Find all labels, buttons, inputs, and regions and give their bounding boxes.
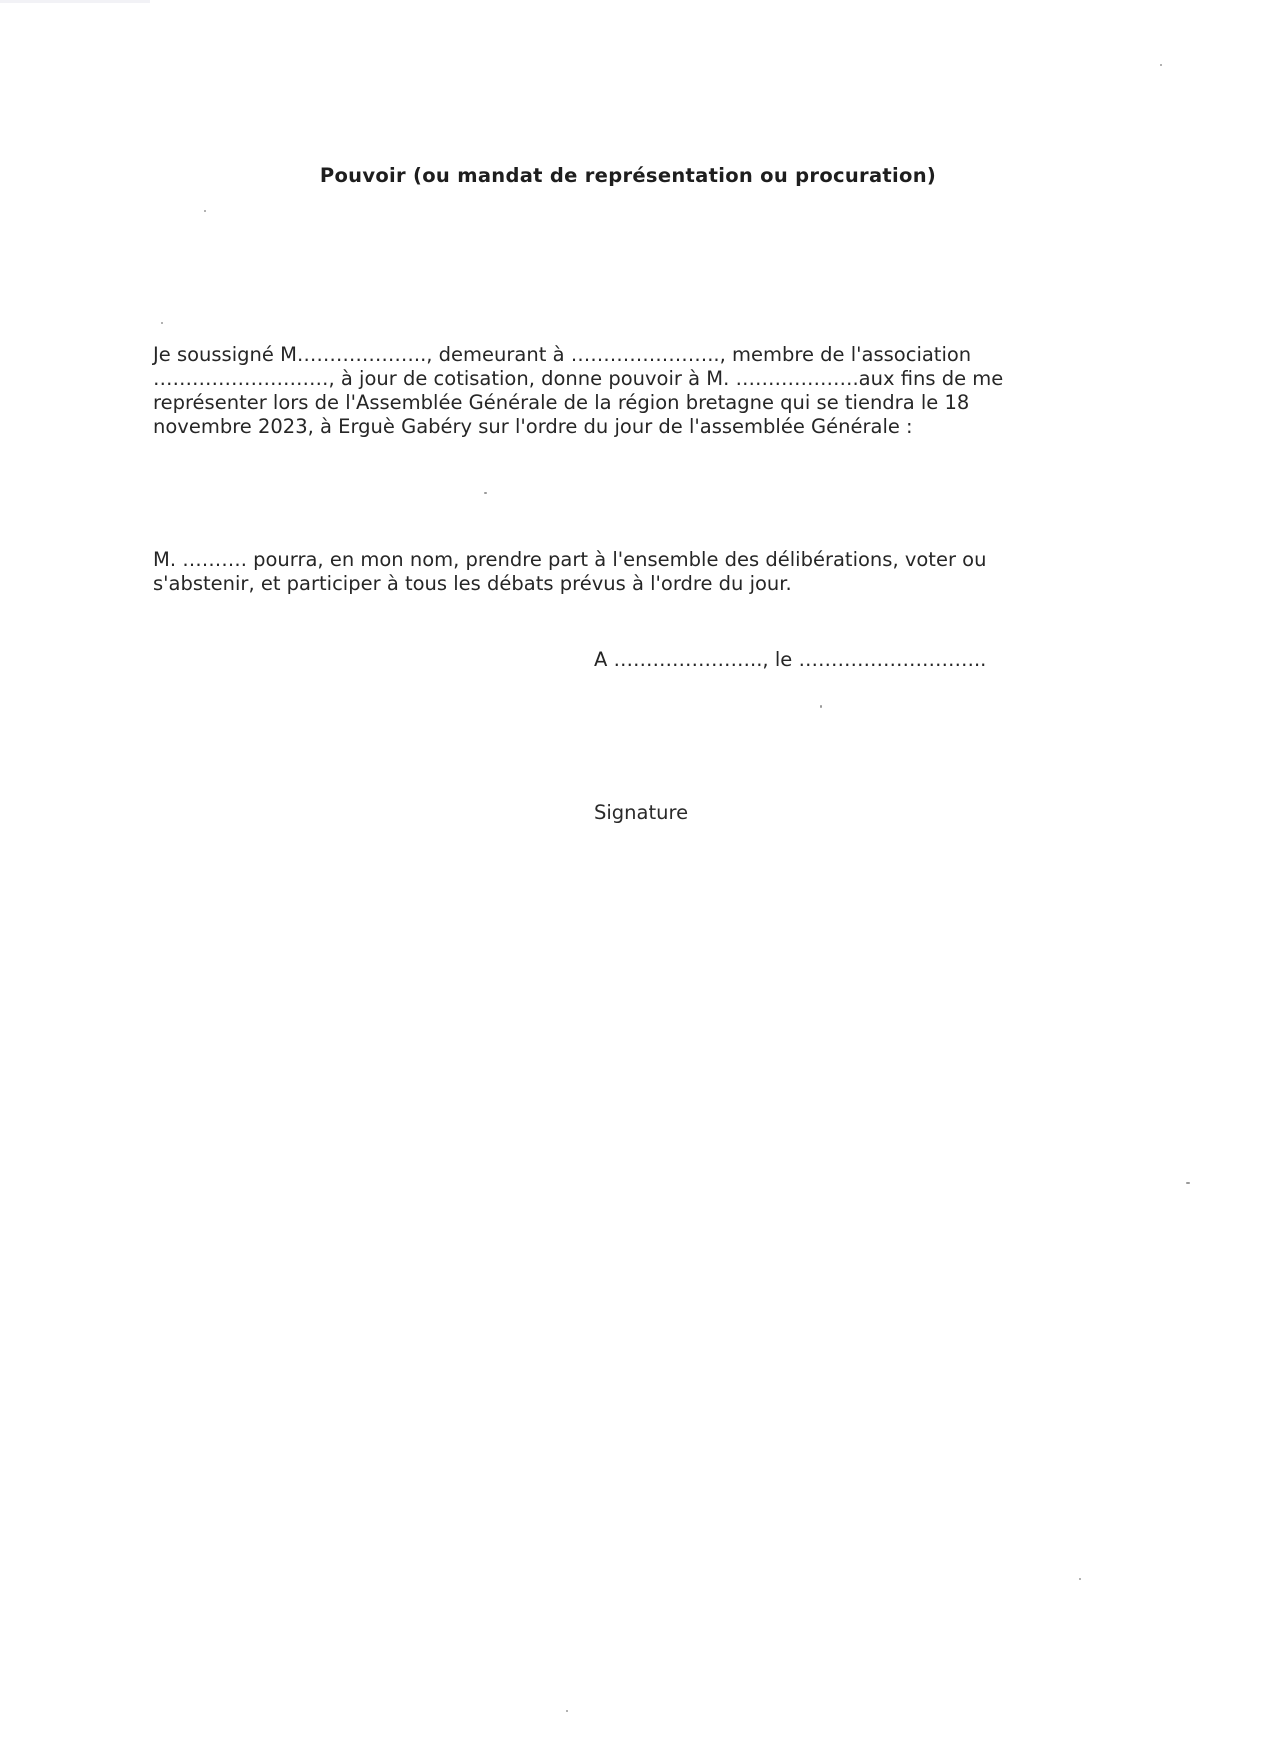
scan-speck [1160, 64, 1162, 66]
paragraph-line: ………………………, à jour de cotisation, donne pouvoir à M. ……………….aux fins de me [153, 367, 1004, 390]
document-title: Pouvoir (ou mandat de représentation ou procuration) [319, 164, 937, 187]
signature-label: Signature [594, 801, 689, 824]
paragraph-line: Je soussigné M……………….., demeurant à ………………….., membre de l'association [153, 343, 972, 366]
mandate-paragraph [153, 343, 1003, 439]
paragraph-line: novembre 2023, à Erguè Gabéry sur l'ordre du jour de l'assemblée Générale : [153, 415, 913, 438]
paragraph-line: s'abstenir, et participer à tous les débats prévus à l'ordre du jour. [153, 572, 792, 595]
place-date-line: A ………………….., le ……………………….. [594, 648, 987, 671]
paragraph-line: représenter lors de l'Assemblée Générale de la région bretagne qui se tiendra le 18 [153, 391, 970, 414]
scan-speck [1079, 1578, 1081, 1580]
scan-speck [204, 210, 206, 212]
powers-paragraph [153, 548, 986, 596]
scan-speck [161, 322, 163, 324]
scan-speck [484, 492, 487, 494]
paragraph-line: M. ………. pourra, en mon nom, prendre part à l'ensemble des délibérations, voter ou [153, 548, 987, 571]
scan-speck [566, 1710, 568, 1712]
scan-edge-mark [0, 0, 150, 3]
scan-speck [1186, 1182, 1190, 1184]
scan-speck [820, 705, 822, 708]
